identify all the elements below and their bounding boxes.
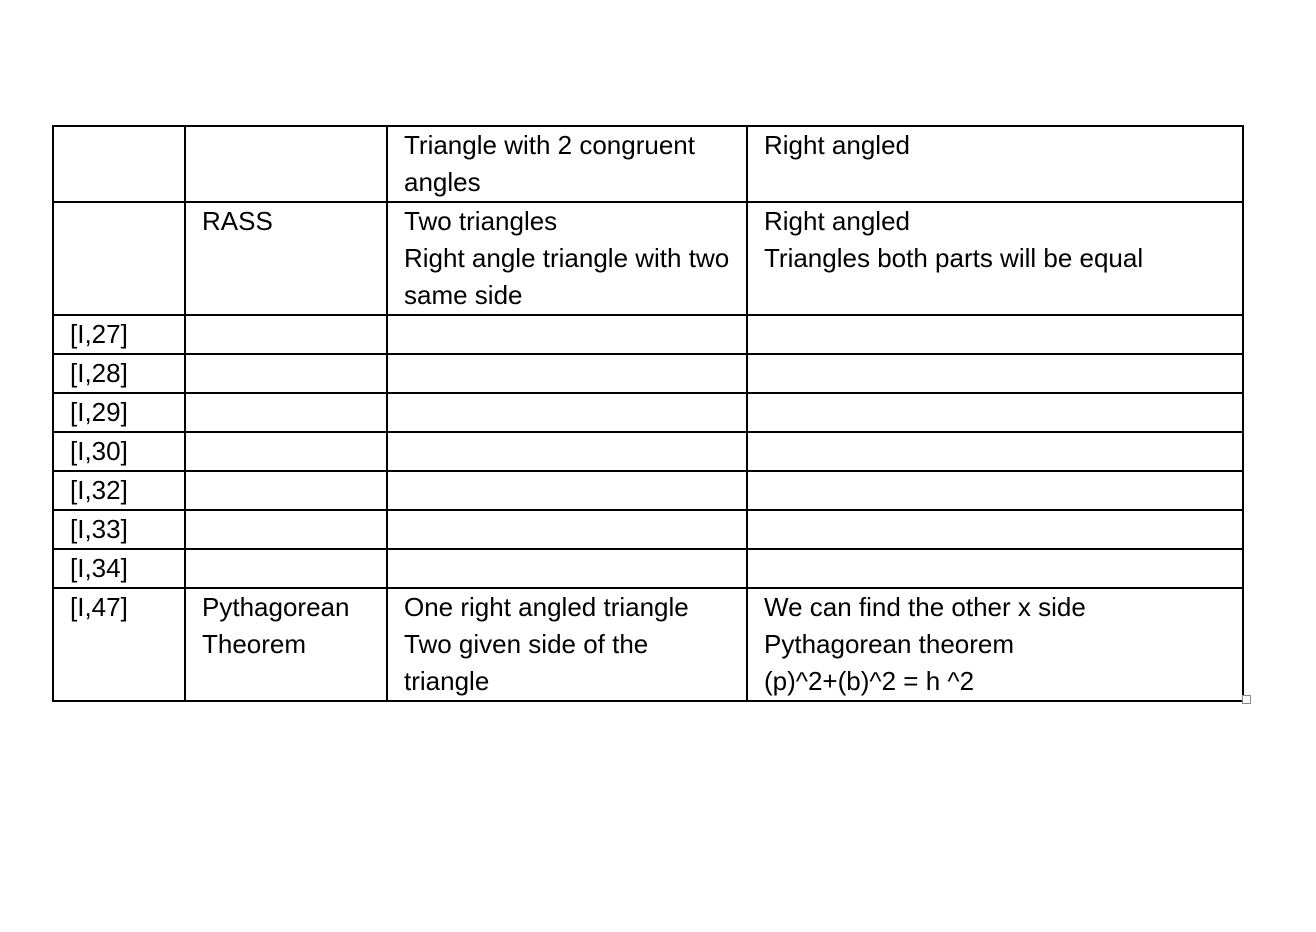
table-cell[interactable] xyxy=(53,549,185,588)
table-cell[interactable] xyxy=(53,315,185,354)
table-cell[interactable] xyxy=(387,471,747,510)
table-cell[interactable] xyxy=(185,393,387,432)
table-cell[interactable] xyxy=(747,354,1243,393)
table-cell[interactable] xyxy=(747,393,1243,432)
table-cell[interactable] xyxy=(747,471,1243,510)
table-cell[interactable] xyxy=(747,202,1243,315)
cell-text: [I,30] xyxy=(70,436,128,466)
table-body xyxy=(53,126,1243,701)
cell-text: Pythagorean Theorem xyxy=(202,592,350,659)
table-cell[interactable] xyxy=(747,549,1243,588)
table-cell[interactable] xyxy=(185,510,387,549)
table-cell[interactable] xyxy=(53,510,185,549)
table-row xyxy=(53,588,1243,701)
table-row xyxy=(53,126,1243,202)
cell-text: Triangles both parts will be equal xyxy=(764,243,1144,273)
table-cell[interactable] xyxy=(387,202,747,315)
table-row xyxy=(53,202,1243,315)
table-cell[interactable] xyxy=(53,588,185,701)
table-cell[interactable] xyxy=(747,126,1243,202)
cell-text: RASS xyxy=(202,206,273,236)
cell-text: Right angle triangle with two same side xyxy=(404,243,730,310)
cell-text: Triangle with 2 congruent angles xyxy=(404,130,695,197)
table-cell[interactable] xyxy=(53,393,185,432)
table-cell[interactable] xyxy=(185,588,387,701)
table-cell[interactable] xyxy=(53,471,185,510)
table-row xyxy=(53,354,1243,393)
cell-text: [I,29] xyxy=(70,397,128,427)
cell-text: [I,32] xyxy=(70,475,128,505)
table-cell[interactable] xyxy=(185,315,387,354)
cell-text: [I,27] xyxy=(70,319,128,349)
cell-text: Right angled xyxy=(764,130,910,160)
table-cell[interactable] xyxy=(185,549,387,588)
cell-text: [I,33] xyxy=(70,514,128,544)
table-cell[interactable] xyxy=(185,126,387,202)
table-cell[interactable] xyxy=(387,432,747,471)
table-row xyxy=(53,393,1243,432)
table-cell[interactable] xyxy=(387,510,747,549)
table-cell[interactable] xyxy=(185,432,387,471)
cell-text: Right angled xyxy=(764,206,910,236)
table-cell[interactable] xyxy=(185,354,387,393)
table-row xyxy=(53,432,1243,471)
cell-text: One right angled triangle xyxy=(404,592,689,622)
table-row xyxy=(53,510,1243,549)
table-cell[interactable] xyxy=(747,510,1243,549)
table-cell[interactable] xyxy=(185,471,387,510)
table-cell[interactable] xyxy=(53,126,185,202)
table-cell[interactable] xyxy=(747,588,1243,701)
table-cell[interactable] xyxy=(387,588,747,701)
table-cell[interactable] xyxy=(387,126,747,202)
cell-text: (p)^2+(b)^2 = h ^2 xyxy=(764,666,975,696)
table-row xyxy=(53,549,1243,588)
table-cell[interactable] xyxy=(747,432,1243,471)
table-row xyxy=(53,471,1243,510)
cell-text: [I,34] xyxy=(70,553,128,583)
table-row xyxy=(53,315,1243,354)
table-resize-handle[interactable] xyxy=(1242,695,1251,704)
table-cell[interactable] xyxy=(185,202,387,315)
cell-text: [I,28] xyxy=(70,358,128,388)
cell-text: Two given side of the triangle xyxy=(404,629,649,696)
table-cell[interactable] xyxy=(387,354,747,393)
cell-text: We can find the other x side xyxy=(764,592,1086,622)
table-cell[interactable] xyxy=(747,315,1243,354)
table-cell[interactable] xyxy=(53,354,185,393)
table-cell[interactable] xyxy=(387,315,747,354)
table-cell[interactable] xyxy=(387,549,747,588)
cell-text: [I,47] xyxy=(70,592,128,622)
table-cell[interactable] xyxy=(53,202,185,315)
table-cell[interactable] xyxy=(387,393,747,432)
cell-text: Pythagorean theorem xyxy=(764,629,1015,659)
document-table xyxy=(52,125,1244,702)
table-cell[interactable] xyxy=(53,432,185,471)
cell-text: Two triangles xyxy=(404,206,558,236)
